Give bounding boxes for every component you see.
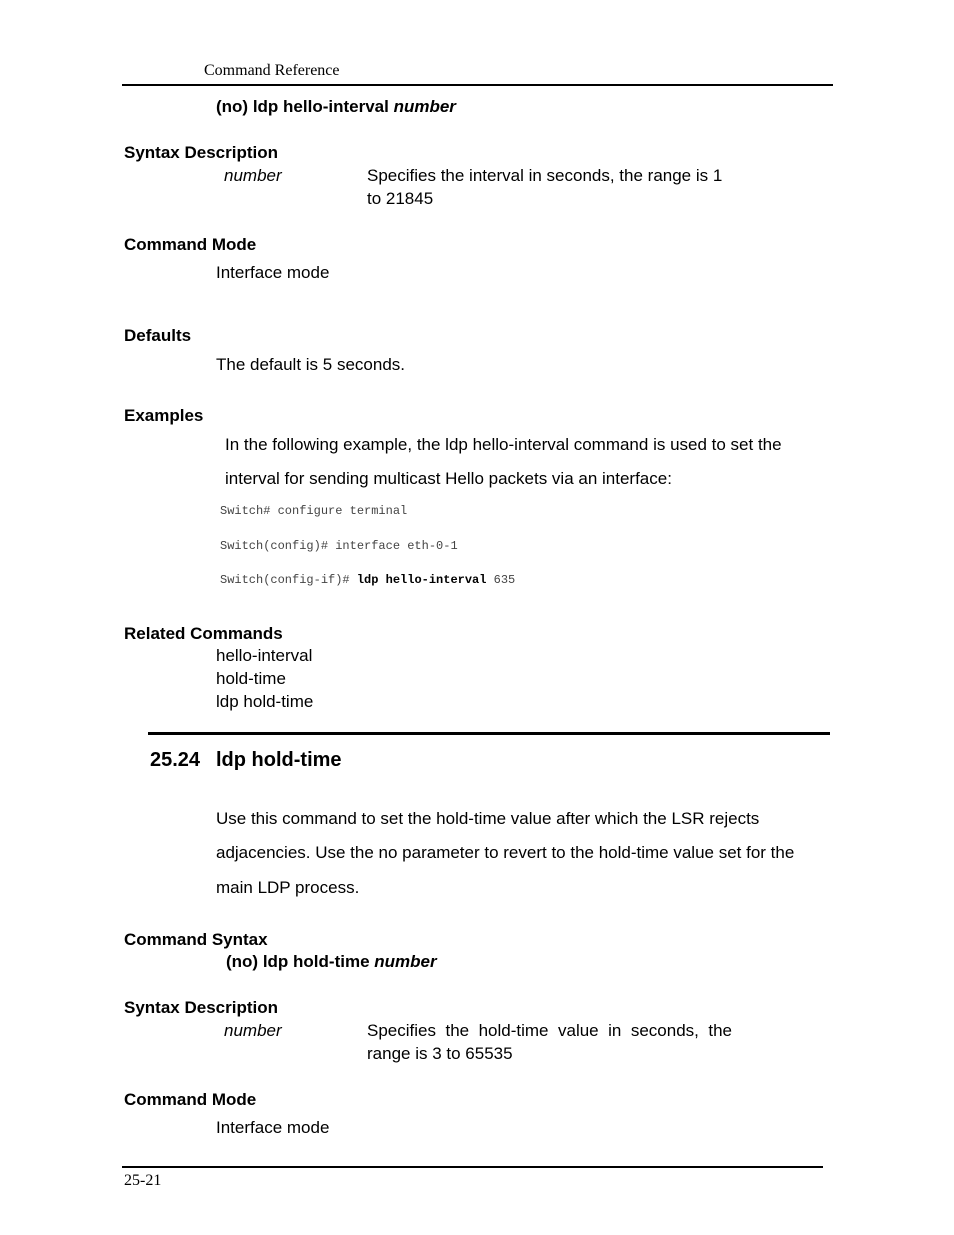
related-command-item: hold-time — [216, 669, 286, 688]
param-description-line2: to 21845 — [367, 189, 434, 208]
heading-defaults: Defaults — [124, 326, 192, 345]
heading-related-commands: Related Commands — [124, 624, 283, 643]
syntax-param: number — [374, 952, 437, 971]
intro-line-2: adjacencies. Use the no parameter to revert to the hold-time value set for the — [216, 843, 795, 862]
section-number: 25.24 — [150, 749, 201, 771]
code-line-3: Switch(config-if)# ldp hello-interval 635 — [220, 573, 516, 587]
param-name: number — [224, 1021, 282, 1040]
header-rule — [122, 84, 833, 86]
heading-examples: Examples — [124, 406, 204, 425]
param-description-line1: Specifies the hold-time value in seconds, the — [367, 1021, 732, 1040]
param-description-line2: range is 3 to 65535 — [367, 1044, 513, 1063]
intro-line-3: main LDP process. — [216, 878, 360, 897]
footer-rule — [122, 1166, 823, 1168]
section-rule — [148, 732, 830, 735]
running-header: Command Reference — [204, 62, 340, 79]
page-number: 25-21 — [124, 1172, 162, 1189]
command-syntax-line: (no) ldp hold-time number — [226, 952, 437, 971]
related-command-item: hello-interval — [216, 646, 313, 665]
command-mode-text: Interface mode — [216, 1118, 330, 1137]
heading-syntax-description: Syntax Description — [124, 998, 278, 1017]
examples-text-line1: In the following example, the ldp hello-interval command is used to set the — [225, 435, 782, 454]
heading-syntax-description: Syntax Description — [124, 143, 278, 162]
command-syntax-line: (no) ldp hello-interval number — [216, 97, 456, 116]
heading-command-mode: Command Mode — [124, 1090, 257, 1109]
related-command-item: ldp hold-time — [216, 692, 314, 711]
heading-command-mode: Command Mode — [124, 235, 257, 254]
defaults-text: The default is 5 seconds. — [216, 355, 406, 374]
param-name: number — [224, 166, 282, 185]
code-line-2: Switch(config)# interface eth-0-1 — [220, 539, 458, 553]
intro-line-1: Use this command to set the hold-time value after which the LSR rejects — [216, 809, 760, 828]
command-mode-text: Interface mode — [216, 263, 330, 282]
code-line-1: Switch# configure terminal — [220, 504, 408, 518]
heading-command-syntax: Command Syntax — [124, 930, 268, 949]
examples-text-line2: interval for sending multicast Hello packets via an interface: — [225, 469, 672, 488]
param-description-line1: Specifies the interval in seconds, the range is 1 — [367, 166, 723, 185]
syntax-param: number — [393, 97, 456, 116]
section-title: ldp hold-time — [216, 749, 342, 771]
